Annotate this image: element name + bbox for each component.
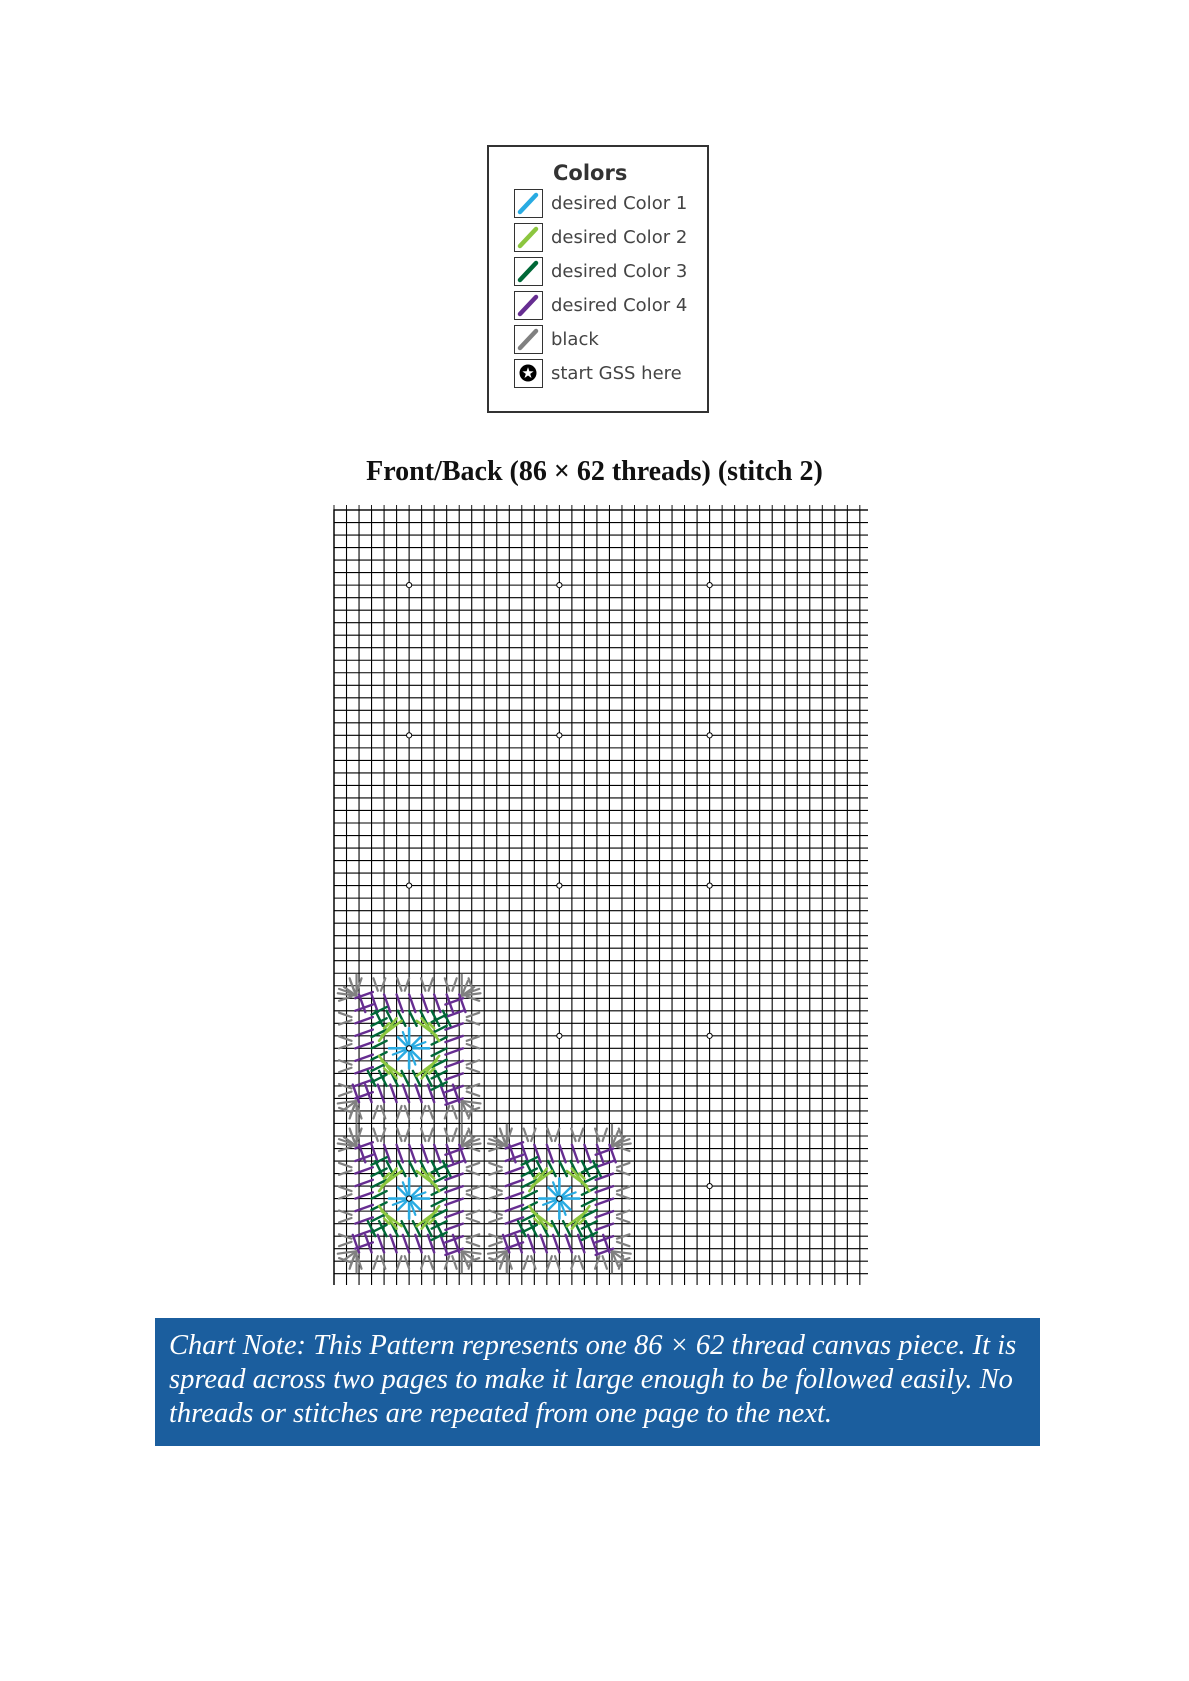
legend-item-color-2 xyxy=(514,223,704,253)
stitch-black xyxy=(429,1256,433,1269)
color-3-swatch-icon xyxy=(514,257,543,286)
start-marker xyxy=(707,1183,712,1188)
stitch-color-4 xyxy=(506,1205,524,1211)
start-marker xyxy=(557,1033,562,1038)
stitch-color-4 xyxy=(434,995,440,1013)
stitch-black xyxy=(381,1106,385,1119)
legend-item-color-4 xyxy=(514,291,704,321)
stitch-black xyxy=(339,1163,352,1167)
stitch-color-4 xyxy=(355,1167,373,1173)
stitch-black xyxy=(617,1218,630,1222)
stitch-black xyxy=(467,1068,480,1072)
chart-title: Front/Back (86 × 62 threads) (stitch 2) xyxy=(366,456,823,487)
stitch-color-4 xyxy=(547,1145,553,1163)
stitch-color-4 xyxy=(445,1048,463,1054)
stitch-black xyxy=(524,1128,528,1141)
start-marker xyxy=(707,583,712,588)
black-swatch-icon xyxy=(514,325,543,354)
stitch-color-4 xyxy=(459,995,465,1013)
legend-item-start-gss xyxy=(514,359,704,389)
stitch-color-4 xyxy=(390,1085,396,1103)
stitch-color-4 xyxy=(445,1224,463,1230)
stitch-black xyxy=(617,1194,630,1198)
stitch-black xyxy=(373,978,377,991)
stitch-color-4 xyxy=(566,1235,572,1253)
stitch-black xyxy=(397,1106,401,1119)
stitch-black xyxy=(452,1256,456,1269)
start-marker xyxy=(557,1196,562,1201)
stitch-black xyxy=(397,1256,401,1269)
stitch-color-4 xyxy=(428,1235,434,1253)
stitch-black xyxy=(555,1256,559,1269)
stitch-color-4 xyxy=(506,1230,524,1236)
stitch-black xyxy=(339,1170,352,1174)
stitch-color-4 xyxy=(355,1055,373,1061)
stitch-black xyxy=(603,1128,607,1141)
stitch-black xyxy=(429,978,433,991)
stitch-color-4 xyxy=(596,1224,614,1230)
start-marker xyxy=(557,583,562,588)
stitch-black xyxy=(339,1020,352,1024)
start-marker xyxy=(407,883,412,888)
stitch-black xyxy=(547,1256,551,1269)
stitch-color-4 xyxy=(445,1161,463,1167)
stitch-color-4 xyxy=(445,1061,463,1067)
stitch-color-4 xyxy=(528,1235,534,1253)
stitch-color-4 xyxy=(503,1235,509,1253)
stitch-color-4 xyxy=(596,1161,614,1167)
stitch-black xyxy=(467,1187,480,1191)
stitch-color-4 xyxy=(445,1073,463,1079)
stitch-color-4 xyxy=(445,1011,463,1017)
stitch-black xyxy=(339,1194,352,1198)
stitch-black xyxy=(524,1256,528,1269)
stitch-black xyxy=(489,1218,502,1222)
start-marker xyxy=(707,733,712,738)
stitch-color-4 xyxy=(506,1142,524,1148)
start-marker xyxy=(557,883,562,888)
stitch-black xyxy=(339,1068,352,1072)
stitch-black xyxy=(489,1194,502,1198)
start-marker xyxy=(407,733,412,738)
stitch-color-4 xyxy=(355,1017,373,1023)
stitch-color-4 xyxy=(559,1145,565,1163)
legend-label: desired Color 3 xyxy=(551,261,688,282)
color-4-swatch-icon xyxy=(514,291,543,320)
stitch-color-4 xyxy=(522,1145,528,1163)
stitch-color-4 xyxy=(553,1235,559,1253)
stitch-color-4 xyxy=(355,1067,373,1073)
stitch-black xyxy=(489,1170,502,1174)
stitch-color-4 xyxy=(584,1145,590,1163)
canvas-grid xyxy=(334,505,868,1285)
stitch-black xyxy=(531,1128,535,1141)
stitch-black xyxy=(405,978,409,991)
stitch-black xyxy=(555,1128,559,1141)
stitch-black xyxy=(339,1013,352,1017)
legend-label: black xyxy=(551,329,599,350)
stitch-color-4 xyxy=(397,995,403,1013)
legend-label: start GSS here xyxy=(551,363,682,384)
stitch-color-4 xyxy=(445,1174,463,1180)
stitch-color-4 xyxy=(541,1235,547,1253)
stitch-color-4 xyxy=(506,1192,524,1198)
stitch-color-4 xyxy=(353,1235,359,1253)
stitch-color-4 xyxy=(409,1145,415,1163)
start-marker xyxy=(407,583,412,588)
stitch-color-4 xyxy=(506,1180,524,1186)
stitch-black xyxy=(381,978,385,991)
stitch-color-4 xyxy=(355,1230,373,1236)
stitch-color-4 xyxy=(355,1205,373,1211)
stitch-color-4 xyxy=(596,1199,614,1205)
stitch-black xyxy=(603,1256,607,1269)
stitch-color-4 xyxy=(397,1145,403,1163)
stitch-color-4 xyxy=(445,1036,463,1042)
stitch-color-4 xyxy=(596,1211,614,1217)
thread-ticks xyxy=(334,505,868,1285)
stitch-black xyxy=(397,978,401,991)
legend-label: desired Color 4 xyxy=(551,295,688,316)
stitch-black xyxy=(617,1170,630,1174)
stitch-color-4 xyxy=(355,1080,373,1086)
stitch-black xyxy=(617,1242,630,1246)
stitch-color-4 xyxy=(355,1142,373,1148)
stitch-black xyxy=(339,1218,352,1222)
stitch-color-4 xyxy=(378,1085,384,1103)
stitch-color-4 xyxy=(353,1085,359,1103)
stitch-black xyxy=(405,1256,409,1269)
legend-item-color-3 xyxy=(514,257,704,287)
stitch-black xyxy=(429,1106,433,1119)
stitch-black xyxy=(467,1092,480,1096)
stitch-black xyxy=(381,1128,385,1141)
start-marker xyxy=(707,883,712,888)
legend-label: desired Color 1 xyxy=(551,193,688,214)
color-2-swatch-icon xyxy=(514,223,543,252)
stitch-black xyxy=(339,1092,352,1096)
stitch-color-4 xyxy=(355,1042,373,1048)
stitch-chart xyxy=(330,502,868,1285)
stitch-black xyxy=(617,1163,630,1167)
stitch-black xyxy=(489,1163,502,1167)
stitch-black xyxy=(397,1128,401,1141)
stitch-black xyxy=(489,1242,502,1246)
stitch-color-4 xyxy=(572,1145,578,1163)
stitch-color-4 xyxy=(596,1249,614,1255)
stitch-black xyxy=(339,1044,352,1048)
stitch-black xyxy=(467,1242,480,1246)
stitch-color-4 xyxy=(440,1235,446,1253)
color-1-swatch-icon xyxy=(514,189,543,218)
stitch-black xyxy=(373,1256,377,1269)
stitch-color-4 xyxy=(506,1167,524,1173)
stitch-black xyxy=(381,1256,385,1269)
stitch-black xyxy=(467,1163,480,1167)
stitch-color-4 xyxy=(390,1235,396,1253)
stitch-black xyxy=(467,1013,480,1017)
legend-title: Colors xyxy=(553,161,628,185)
stitch-black xyxy=(339,1242,352,1246)
color-legend xyxy=(487,145,709,413)
stitch-color-4 xyxy=(428,1085,434,1103)
stitch-black xyxy=(531,1256,535,1269)
stitch-black xyxy=(452,1128,456,1141)
legend-item-color-1 xyxy=(514,189,704,219)
stitch-black xyxy=(452,978,456,991)
chart-note: Chart Note: This Pattern represents one 86 × 62 thread canvas piece. It is spread across two pages to make it large enough to be followed easily. No threads or stitches are repeated from one page to the next. xyxy=(155,1318,1040,1446)
stitch-black xyxy=(429,1128,433,1141)
stitch-color-4 xyxy=(445,1249,463,1255)
stitch-color-4 xyxy=(445,1098,463,1104)
stitch-black xyxy=(467,1218,480,1222)
stitch-color-4 xyxy=(591,1235,597,1253)
stitch-color-4 xyxy=(355,1180,373,1186)
stitch-color-4 xyxy=(403,1085,409,1103)
stitch-color-4 xyxy=(422,1145,428,1163)
stitch-color-4 xyxy=(596,1186,614,1192)
stitch-black xyxy=(467,1170,480,1174)
stitch-color-4 xyxy=(384,1145,390,1163)
stitch-color-4 xyxy=(445,1199,463,1205)
stitch-black xyxy=(373,1128,377,1141)
stitch-black xyxy=(489,1187,502,1191)
start-marker xyxy=(707,1033,712,1038)
stitch-color-4 xyxy=(355,1217,373,1223)
stitch-black xyxy=(405,1128,409,1141)
stitch-black xyxy=(405,1106,409,1119)
stitch-black xyxy=(339,1036,352,1040)
stitch-color-4 xyxy=(372,1145,378,1163)
legend-item-black xyxy=(514,325,704,355)
legend-label: desired Color 2 xyxy=(551,227,688,248)
stitch-color-4 xyxy=(445,1023,463,1029)
stitch-color-4 xyxy=(459,1145,465,1163)
stitch-color-4 xyxy=(534,1145,540,1163)
stitch-color-4 xyxy=(445,1186,463,1192)
stitch-color-4 xyxy=(378,1235,384,1253)
stitch-color-4 xyxy=(403,1235,409,1253)
stitch-color-4 xyxy=(440,1085,446,1103)
stitch-black xyxy=(373,1106,377,1119)
stitch-color-4 xyxy=(596,1174,614,1180)
stitch-black xyxy=(452,1106,456,1119)
stitch-black xyxy=(467,1020,480,1024)
stitch-color-4 xyxy=(422,995,428,1013)
stitch-color-4 xyxy=(506,1217,524,1223)
start-marker xyxy=(407,1046,412,1051)
stitch-color-4 xyxy=(609,1145,615,1163)
stitch-black xyxy=(579,1128,583,1141)
stitch-color-4 xyxy=(355,1192,373,1198)
stitch-color-4 xyxy=(434,1145,440,1163)
stitch-black xyxy=(467,1044,480,1048)
stitch-color-4 xyxy=(372,995,378,1013)
stitch-color-4 xyxy=(409,995,415,1013)
stitch-color-4 xyxy=(355,992,373,998)
star-circle-icon xyxy=(514,359,543,388)
start-marker xyxy=(407,1196,412,1201)
stitch-black xyxy=(467,1036,480,1040)
stitch-color-4 xyxy=(578,1235,584,1253)
stitch-color-4 xyxy=(415,1085,421,1103)
stitch-black xyxy=(547,1128,551,1141)
stitch-black xyxy=(467,1194,480,1198)
stitch-color-4 xyxy=(384,995,390,1013)
stitch-color-4 xyxy=(415,1235,421,1253)
stitch-black xyxy=(617,1187,630,1191)
stitch-black xyxy=(339,1187,352,1191)
start-marker xyxy=(557,733,562,738)
stitch-black xyxy=(579,1256,583,1269)
stitch-color-4 xyxy=(445,1211,463,1217)
stitch-color-4 xyxy=(355,1030,373,1036)
